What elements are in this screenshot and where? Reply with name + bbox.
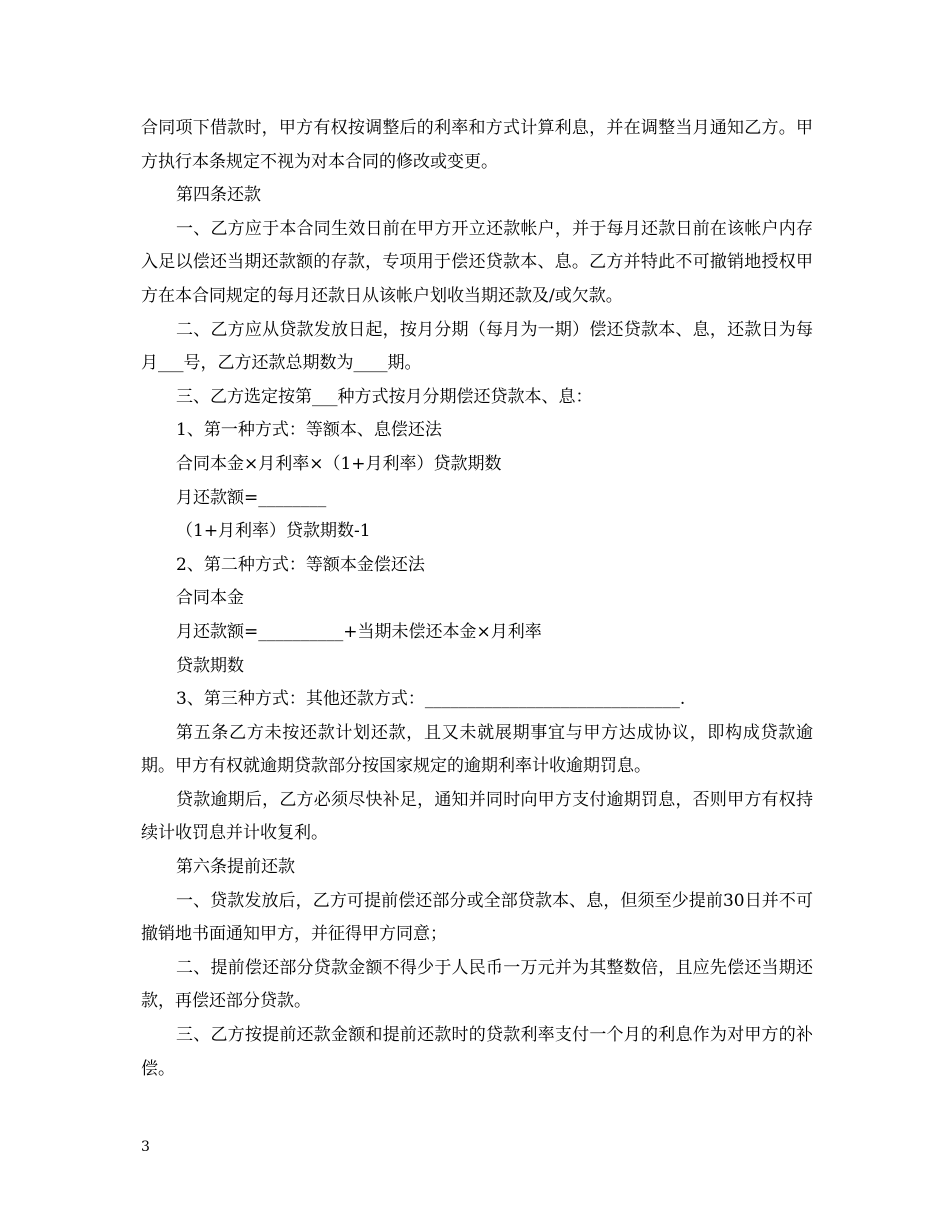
- paragraph-continuation: 合同项下借款时，甲方有权按调整后的利率和方式计算利息，并在调整当月通知乙方。甲方执行本条规定不视为对本合同的修改或变更。: [141, 118, 813, 172]
- method-2-title: 2、第二种方式：等额本金偿还法: [176, 554, 425, 575]
- formula-1-denominator: （1+月利率）贷款期数-1: [176, 521, 371, 542]
- paragraph-overdue-penalty: 贷款逾期后，乙方必须尽快补足，通知并同时向甲方支付逾期罚息，否则甲方有权持续计收罚息并计收复利。: [141, 789, 813, 844]
- paragraph-monthly-installments: 二、乙方应从贷款发放日起，按月分期（每月为一期）偿还贷款本、息，还款日为每月___号，乙方还款总期数为____期。: [141, 319, 813, 374]
- method-1-title: 1、第一种方式：等额本、息偿还法: [176, 420, 442, 441]
- formula-2-numerator: 合同本金: [176, 588, 244, 609]
- document-body: [141, 112, 813, 1086]
- paragraph-prepayment-notice: 一、贷款发放后，乙方可提前偿还部分或全部贷款本、息，但须至少提前30日并不可撤销地书面通知甲方，并征得甲方同意；: [141, 890, 813, 945]
- method-3-title: 3、第三种方式：其他还款方式：______________________________.: [176, 689, 686, 710]
- heading-article-4-repayment: 第四条还款: [176, 185, 261, 206]
- page-number: 3: [141, 1139, 150, 1155]
- paragraph-article-5-overdue: 第五条乙方未按还款计划还款，且又未就展期事宜与甲方达成协议，即构成贷款逾期。甲方有权就逾期贷款部分按国家规定的逾期利率计收逾期罚息。: [141, 722, 813, 777]
- heading-article-6-prepayment: 第六条提前还款: [176, 857, 295, 878]
- paragraph-prepayment-compensation: 三、乙方按提前还款金额和提前还款时的贷款利率支付一个月的利息作为对甲方的补偿。: [141, 1025, 813, 1079]
- paragraph-repayment-account: 一、乙方应于本合同生效日前在甲方开立还款帐户，并于每月还款日前在该帐户内存入足以偿还当期还款额的存款，专项用于偿还贷款本、息。乙方并特此不可撤销地授权甲方在本合同规定的每月还款日从该帐户划收当期还款及/或欠款。: [141, 218, 813, 306]
- formula-1-numerator: 合同本金×月利率×（1+月利率）贷款期数: [176, 453, 502, 474]
- formula-1-label: 月还款额=________: [176, 487, 327, 508]
- paragraph-prepayment-minimum: 二、提前偿还部分贷款金额不得少于人民币一万元并为其整数倍，且应先偿还当期还款，再偿还部分贷款。: [141, 957, 813, 1012]
- formula-2-label: 月还款额=__________+当期未偿还本金×月利率: [176, 621, 542, 642]
- formula-2-denominator: 贷款期数: [176, 655, 244, 676]
- paragraph-method-selection: 三、乙方选定按第___种方式按月分期偿还贷款本、息：: [176, 386, 593, 407]
